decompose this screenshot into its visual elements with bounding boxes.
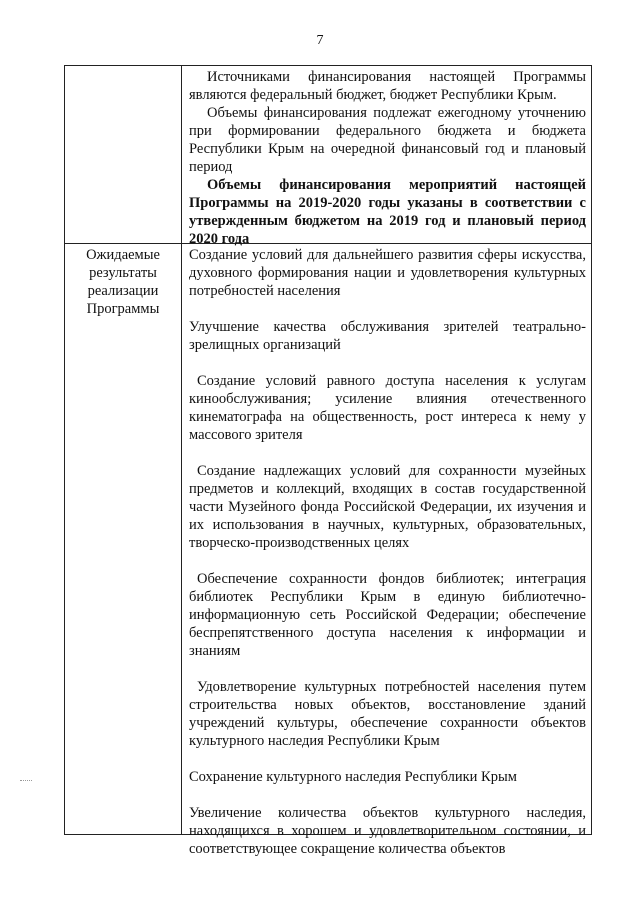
result-item-museums: Создание надлежащих условий для сохранности музейных предметов и коллекций, входящих в состав государственной части Музейного фонда Российской Федерации, их изучения и их использования в научных, культурных, образовательных, творческо-производственных целях: [189, 463, 586, 551]
result-item-heritage-objects: Увеличение количества объектов культурного наследия, находящихся в хорошем и удовлетворительном состоянии, и соответствующее сокращение количества объектов: [189, 805, 586, 857]
result-item-theatre: Улучшение качества обслуживания зрителей театрально-зрелищных организаций: [189, 319, 586, 353]
result-item-heritage: Сохранение культурного наследия Республики Крым: [189, 769, 517, 785]
column-divider: [181, 66, 182, 834]
expected-results-cell: [189, 246, 586, 858]
financing-sources-paragraph: Источниками финансирования настоящей Программы являются федеральный бюджет, бюджет Республики Крым.: [189, 69, 586, 103]
result-item-arts: Создание условий для дальнейшего развития сферы искусства, духовного формирования нации и удовлетворения культурных потребностей населения: [189, 247, 586, 299]
expected-results-label: Ожидаемые результаты реализации Программы: [86, 247, 160, 317]
program-passport-table: [64, 65, 592, 857]
financing-cell: [189, 68, 586, 248]
result-item-libraries: Обеспечение сохранности фондов библиотек; интеграция библиотек Республики Крым в единую библиотечно-информационную сеть Российской Федерации; обеспечение беспрепятственного доступа населения к информации и знаниям: [189, 571, 586, 659]
financing-adjustment-paragraph: Объемы финансирования подлежат ежегодному уточнению при формировании федерального бюджета и бюджета Республики Крым на очередной финансовый год и плановый период: [189, 105, 586, 175]
result-item-cinema: Создание условий равного доступа населения к услугам кинообслуживания; усиление влияния отечественного кинематографа на общественность, рост интереса к нему у массового зрителя: [189, 373, 586, 443]
scan-margin-mark: [20, 780, 32, 781]
financing-volumes-note: Объемы финансирования мероприятий настоящей Программы на 2019-2020 годы указаны в соответствии с утвержденным бюджетом на 2019 год и плановый период 2020 года: [189, 177, 586, 247]
page-number: 7: [316, 33, 324, 48]
result-item-construction: Удовлетворение культурных потребностей населения путем строительства новых объектов, восстановление зданий учреждений культуры, обеспечение сохранности объектов культурного наследия Республики Крым: [189, 679, 586, 749]
